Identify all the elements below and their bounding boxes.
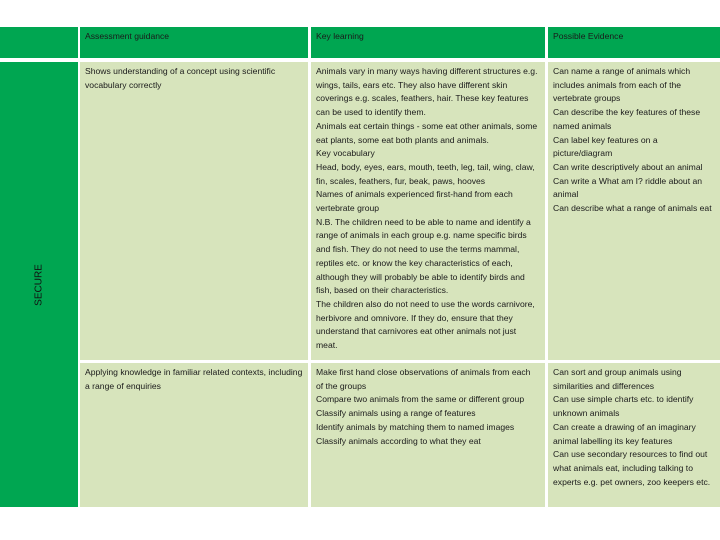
header-corner <box>0 27 78 58</box>
text: Classify animals according to what they eat <box>316 435 481 446</box>
header-possible-evidence: Possible Evidence <box>548 27 720 58</box>
text: Compare two animals from the same or different group <box>316 394 525 405</box>
text: The children also do not need to use the words carnivore, herbivore and omnivore. If they do, ensure that they understand that carnivores eat other animals not just meat. <box>316 298 535 351</box>
text: N.B. The children need to be able to name and identify a range of animals in each group e.g. name specific birds and fish. They do not need to use the terms mammal, reptiles etc. or know the key characteristics of each, although they will probably be able to identify birds and fish, based on their characteristics. <box>316 216 531 296</box>
text: Classify animals using a range of features <box>316 408 476 419</box>
row1-guidance: Shows understanding of a concept using scientific vocabulary correctly <box>80 62 308 360</box>
text: Animals eat certain things - some eat other animals, some eat plants, some eat both plants and animals. <box>316 120 538 145</box>
text: Can name a range of animals which includes animals from each of the vertebrate groups <box>553 66 691 104</box>
text: Make first hand close observations of animals from each of the groups <box>316 367 531 391</box>
text: Names of animals experienced first-hand from each vertebrate group <box>316 189 513 214</box>
text: Can write a What am I? riddle about an animal <box>553 175 703 200</box>
row2-evidence <box>548 363 720 507</box>
secure-label: SECURE <box>33 264 45 306</box>
text: Can sort and group animals using similarities and differences <box>553 367 682 391</box>
text: Can use secondary resources to find out what animals eat, including talking to experts e.g. pet owners, zoo keepers etc. <box>553 449 711 487</box>
text: Can describe what a range of animals eat <box>553 203 712 214</box>
text: Identify animals by matching them to named images <box>316 421 515 432</box>
row2-guidance: Applying knowledge in familiar related contexts, including a range of enquiries <box>80 363 308 507</box>
text: Key vocabulary <box>316 148 375 159</box>
header-key-learning: Key learning <box>311 27 545 58</box>
header-assessment-guidance: Assessment guidance <box>80 27 308 58</box>
row1-key-learning <box>311 62 545 360</box>
text: Can label key features on a picture/diagram <box>553 134 658 159</box>
row1-evidence <box>548 62 720 360</box>
text: Can create a drawing of an imaginary animal labelling its key features <box>553 421 696 446</box>
text: Animals vary in many ways having different structures e.g. wings, tails, ears etc. They also have different skin coverings e.g. scales, feathers, hair. These key features can be used to identify them. <box>316 66 538 118</box>
text: Head, body, eyes, ears, mouth, teeth, leg, tail, wing, claw, fin, scales, feathers, fur, beak, paws, hooves <box>316 161 535 186</box>
text: Can describe the key features of these named animals <box>553 107 701 131</box>
text: Can write descriptively about an animal <box>553 161 703 172</box>
text: Can use simple charts etc. to identify unknown animals <box>553 394 694 419</box>
row2-key-learning <box>311 363 545 507</box>
